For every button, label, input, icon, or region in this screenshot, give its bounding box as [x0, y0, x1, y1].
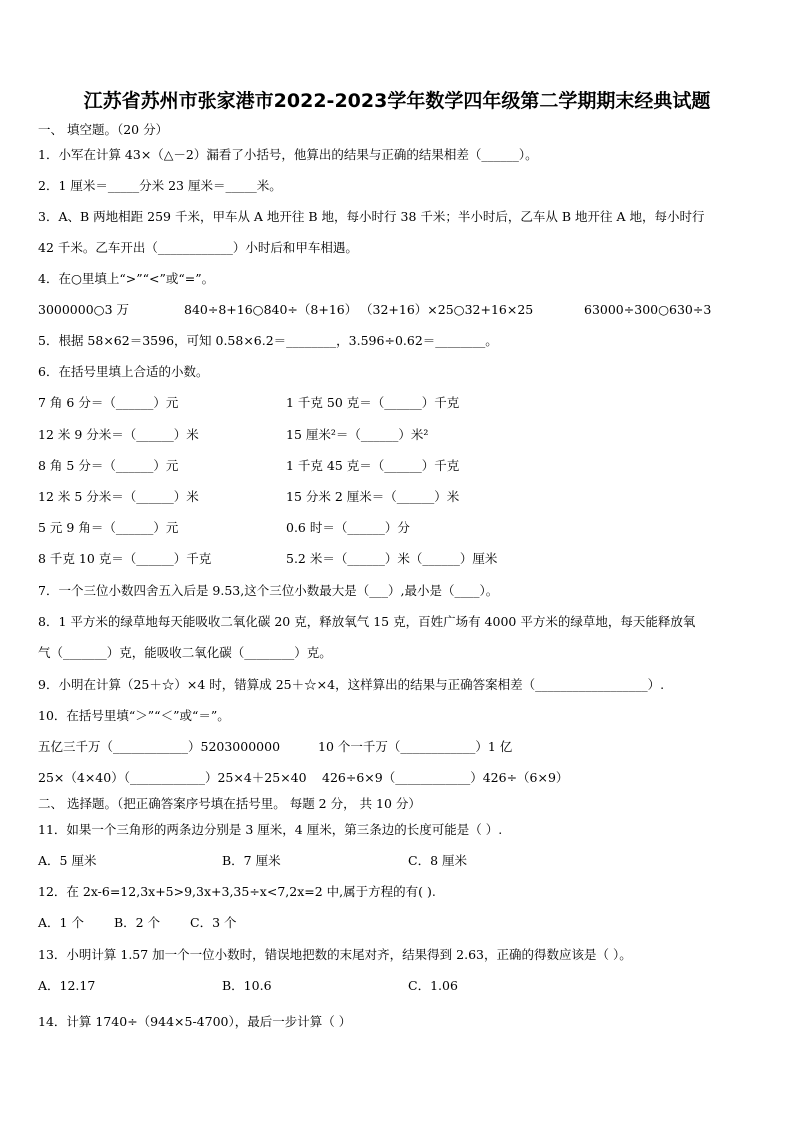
question-2: 2．1 厘米＝_____分米 23 厘米＝_____米。 — [38, 178, 282, 193]
question-10: 10．在括号里填“＞”“＜”或“＝”。 — [38, 708, 230, 723]
question-1: 1．小军在计算 43×（△－2）漏看了小括号，他算出的结果与正确的结果相差（______）。 — [38, 147, 538, 162]
question-10-item: 10 个一千万（____________）1 亿 — [318, 739, 513, 754]
question-6-right-item: 0.6 时＝（______）分 — [286, 520, 410, 535]
question-11-option-b: B．7 厘米 — [222, 853, 281, 868]
question-5: 5．根据 58×62＝3596，可知 0.58×6.2＝________，3.596÷0.62＝________。 — [38, 333, 498, 348]
question-13: 13．小明计算 1.57 加一个一位小数时，错误地把数的末尾对齐，结果得到 2.63，正确的得数应该是（ ）。 — [38, 947, 632, 962]
question-6-left-item: 8 角 5 分＝（______）元 — [38, 458, 179, 473]
question-12: 12．在 2x-6=12,3x+5>9,3x+3,35÷x<7,2x=2 中,属于方程的有( ). — [38, 884, 436, 899]
question-11-option-c: C．8 厘米 — [408, 853, 467, 868]
question-4-item: 3000000○3 万 — [38, 302, 130, 317]
question-4: 4．在○里填上“>”“<”或“=”。 — [38, 271, 215, 286]
question-9: 9．小明在计算（25＋☆）×4 时，错算成 25＋☆×4，这样算出的结果与正确答案相差（__________________）. — [38, 677, 665, 692]
question-8-line-2: 气（_______）克，能吸收二氧化碳（________）克。 — [38, 645, 332, 660]
question-7: 7．一个三位小数四舍五入后是 9.53,这个三位小数最大是（___）,最小是（____）。 — [38, 583, 499, 598]
question-4-item: （32+16）×25○32+16×25 — [360, 302, 534, 317]
question-13-option-c: C．1.06 — [408, 978, 458, 993]
question-6-left-item: 8 千克 10 克＝（______）千克 — [38, 551, 212, 566]
question-6-left-item: 12 米 5 分米＝（______）米 — [38, 489, 199, 504]
question-6-right-item: 5.2 米＝（______）米（______）厘米 — [286, 551, 498, 566]
question-6-right-item: 1 千克 50 克＝（______）千克 — [286, 395, 460, 410]
question-11-option-a: A．5 厘米 — [38, 853, 97, 868]
question-6-left-item: 12 米 9 分米＝（______）米 — [38, 427, 199, 442]
question-10-item: 五亿三千万（____________）5203000000 — [38, 739, 281, 754]
page-title: 江苏省苏州市张家港市2022-2023学年数学四年级第二学期期末经典试题 — [83, 90, 711, 112]
question-14: 14．计算 1740÷（944×5-4700），最后一步计算（ ） — [38, 1014, 352, 1029]
question-11: 11．如果一个三角形的两条边分别是 3 厘米，4 厘米，第三条边的长度可能是（ ）. — [38, 822, 503, 837]
question-6-left-item: 7 角 6 分＝（______）元 — [38, 395, 179, 410]
question-6-left-item: 5 元 9 角＝（______）元 — [38, 520, 179, 535]
question-8-line-1: 8．1 平方米的绿草地每天能吸收二氧化碳 20 克，释放氧气 15 克，百姓广场有 4000 平方米的绿草地，每天能释放氧 — [38, 614, 696, 629]
question-10-item: 25×（4×40）（____________）25×4＋25×40 — [38, 770, 307, 785]
question-12-option-c: C．3 个 — [190, 915, 237, 930]
question-3-line-1: 3．A、B 两地相距 259 千米，甲车从 A 地开往 B 地，每小时行 38 千米；半小时后，乙车从 B 地开往 A 地，每小时行 — [38, 209, 705, 224]
question-4-item: 63000÷300○630÷3 — [584, 302, 712, 317]
section-1-heading: 一、 填空题。（20 分） — [38, 122, 169, 137]
question-12-option-b: B．2 个 — [114, 915, 161, 930]
question-6-right-item: 15 厘米²＝（______）米² — [286, 427, 429, 442]
question-13-option-a: A．12.17 — [38, 978, 96, 993]
section-2-heading: 二、 选择题。（把正确答案序号填在括号里。 每题 2 分， 共 10 分） — [38, 796, 421, 811]
question-6: 6．在括号里填上合适的小数。 — [38, 364, 209, 379]
question-4-item: 840÷8+16○840÷（8+16） — [184, 302, 358, 317]
question-3-line-2: 42 千米。乙车开出（____________）小时后和甲车相遇。 — [38, 240, 358, 255]
question-13-option-b: B．10.6 — [222, 978, 272, 993]
question-10-item: 426÷6×9（____________）426÷（6×9） — [322, 770, 569, 785]
question-6-right-item: 15 分米 2 厘米＝（______）米 — [286, 489, 460, 504]
question-12-option-a: A．1 个 — [38, 915, 84, 930]
question-6-right-item: 1 千克 45 克＝（______）千克 — [286, 458, 460, 473]
